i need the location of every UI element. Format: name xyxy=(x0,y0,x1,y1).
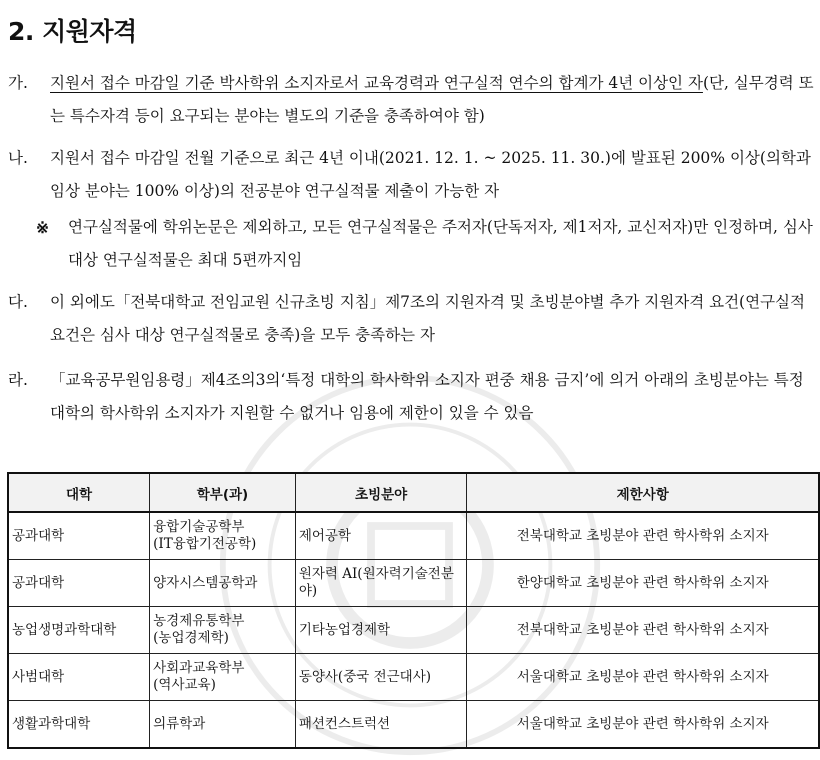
cell-field: 패션컨스트럭션 xyxy=(295,701,467,749)
cell-college: 생활과학대학 xyxy=(8,701,150,749)
cell-department: 사회과교육학부 (역사교육) xyxy=(150,654,296,701)
table-row xyxy=(8,512,819,560)
note-text: 연구실적물에 학위논문은 제외하고, 모든 연구실적물은 주저자(단독저자, 제1저자, 교신저자)만 인정하며, 심사 대상 연구실적물은 최대 5편까지임 xyxy=(68,218,813,269)
header-restriction: 제한사항 xyxy=(467,473,819,512)
cell-college: 공과대학 xyxy=(8,512,150,560)
cell-restriction: 한양대학교 초빙분야 관련 학사학위 소지자 xyxy=(467,560,819,607)
list-item-ra xyxy=(8,364,818,430)
cell-department: 농경제유통학부 (농업경제학) xyxy=(150,607,296,654)
section-title: 2. 지원자격 xyxy=(8,17,137,46)
cell-restriction: 서울대학교 초빙분야 관련 학사학위 소지자 xyxy=(467,701,819,749)
table-row xyxy=(8,607,819,654)
header-field: 초빙분야 xyxy=(295,473,467,512)
cell-restriction: 전북대학교 초빙분야 관련 학사학위 소지자 xyxy=(467,512,819,560)
cell-restriction: 서울대학교 초빙분야 관련 학사학위 소지자 xyxy=(467,654,819,701)
cell-restriction: 전북대학교 초빙분야 관련 학사학위 소지자 xyxy=(467,607,819,654)
item-marker: 다. xyxy=(8,293,28,311)
cell-college: 사범대학 xyxy=(8,654,150,701)
item-text: 「교육공무원임용령」제4조의3의‘특정 대학의 학사학위 소지자 편중 채용 금지’에 의거 아래의 초빙분야는 특정 대학의 학사학위 소지자가 지원할 수 없거나 임용에 제한이 있을 수 있음 xyxy=(50,371,804,422)
table-row xyxy=(8,654,819,701)
list-item-da xyxy=(8,286,818,352)
cell-college: 공과대학 xyxy=(8,560,150,607)
header-department: 학부(과) xyxy=(150,473,296,512)
table-header-row xyxy=(8,473,819,512)
requirement-note: (단, 실무경력 또는 특수자격 등이 요구되는 분야는 별도의 기준을 충족하여야 함) xyxy=(50,74,814,125)
cell-department: 의류학과 xyxy=(150,701,296,749)
list-item-na xyxy=(8,142,818,208)
cell-field: 기타농업경제학 xyxy=(295,607,467,654)
table-row xyxy=(8,701,819,749)
header-college: 대학 xyxy=(8,473,150,512)
cell-field: 동양사(중국 전근대사) xyxy=(295,654,467,701)
item-marker: 가. xyxy=(8,74,28,92)
item-marker: 라. xyxy=(8,371,28,389)
cell-field: 제어공학 xyxy=(295,512,467,560)
reference-note xyxy=(36,211,818,277)
item-text: 지원서 접수 마감일 전월 기준으로 최근 4년 이내(2021. 12. 1. ~ 2025. 11. 30.)에 발표된 200% 이상(의학과 임상 분야는 100% 이상)의 전공분야 연구실적물 제출이 가능한 자 xyxy=(50,149,811,200)
underlined-requirement: 지원서 접수 마감일 기준 박사학위 소지자로서 교육경력과 연구실적 연수의 합계가 4년 이상인 자 xyxy=(50,74,703,92)
cell-department: 양자시스템공학과 xyxy=(150,560,296,607)
item-marker: 나. xyxy=(8,149,28,167)
cell-college: 농업생명과학대학 xyxy=(8,607,150,654)
note-marker: ※ xyxy=(36,218,49,237)
cell-field: 원자력 AI(원자력기술전분야) xyxy=(295,560,467,607)
table-row xyxy=(8,560,819,607)
list-item-ga xyxy=(8,67,818,133)
restriction-table xyxy=(7,472,820,749)
cell-department: 융합기술공학부 (IT융합기전공학) xyxy=(150,512,296,560)
item-text: 이 외에도「전북대학교 전임교원 신규초빙 지침」제7조의 지원자격 및 초빙분야별 추가 지원자격 요건(연구실적 요건은 심사 대상 연구실적물로 충족)을 모두 충족하는 자 xyxy=(50,293,805,344)
